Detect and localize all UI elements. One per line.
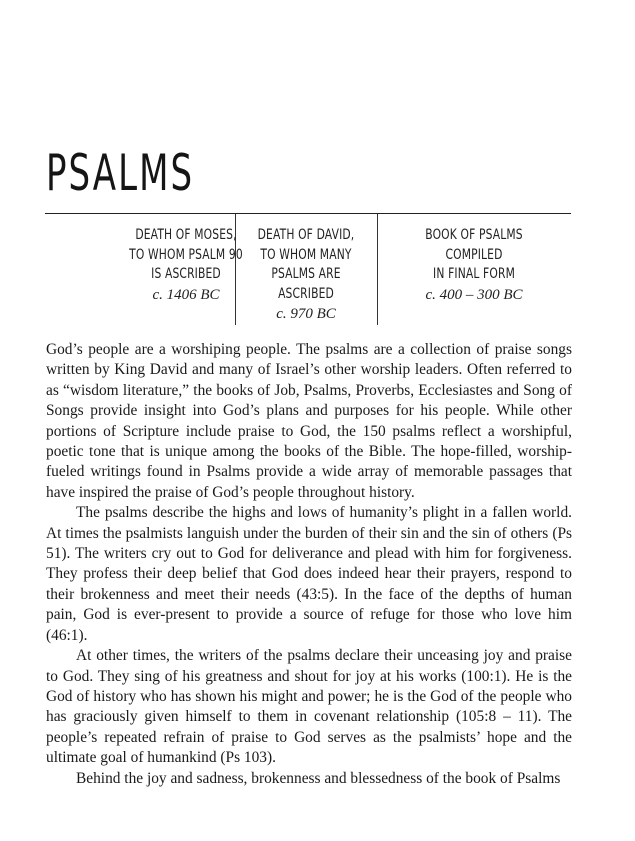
timeline-date: c. 400 – 300 BC [425, 286, 523, 303]
timeline-entry-psalms-compiled [379, 214, 569, 304]
timeline-date: c. 1406 BC [152, 286, 220, 303]
timeline-event: DEATH OF MOSES, TO WHOM PSALM 90 IS ASCRIBED [129, 227, 243, 282]
paragraph: The psalms describe the highs and lows of humanity’s plight in a fallen world. At times the psalmists languish under the burden of their sin and the sin of others (Ps 51). The writers cry out to God for deliverance and plead with him for forgiveness. They profess their deep belief that God does indeed hear their prayers, respond to their brokenness and meet their needs (43:5). In the face of the depths of human pain, God is ever-present to provide a source of refuge for those who love him (46:1). [46, 504, 572, 644]
timeline-event: BOOK OF PSALMS COMPILED IN FINAL FORM [425, 227, 523, 282]
body-text [46, 340, 572, 789]
paragraph: God’s people are a worshiping people. The psalms are a collection of praise songs written by King David and many of Israel’s other worship leaders. Often referred to as “wisdom literature,” the books of Job, Psalms, Proverbs, Ecclesiastes and Song of Songs provide insight into God’s plans and purposes for his people. While other portions of Scripture include praise to God, the 150 psalms reflect a worshipful, poetic tone that is unique among the books of the Bible. The hope-filled, worship-fueled writings found in Psalms provide a wide array of memorable passages that have inspired the praise of God’s people throughout history. [46, 341, 572, 501]
page-title: PSALMS [46, 144, 195, 202]
paragraph: At other times, the writers of the psalms declare their unceasing joy and praise to God. They sing of his greatness and shout for joy at his works (100:1). He is the God of history who has shown his might and power; he is the God of the people who has graciously given himself to them in covenant relationship (105:8 – 11). The people’s repeated refrain of praise to God serves as the psalmists’ hope and the ultimate goal of humankind (Ps 103). [46, 647, 572, 767]
timeline-divider [377, 214, 378, 325]
timeline-event: DEATH OF DAVID, TO WHOM MANY PSALMS ARE ASCRIBED [257, 227, 355, 302]
timeline [45, 213, 571, 326]
timeline-date: c. 970 BC [276, 306, 336, 322]
timeline-entry-david [236, 214, 376, 323]
paragraph: Behind the joy and sadness, brokenness and blessedness of the book of Psalms [76, 769, 561, 787]
